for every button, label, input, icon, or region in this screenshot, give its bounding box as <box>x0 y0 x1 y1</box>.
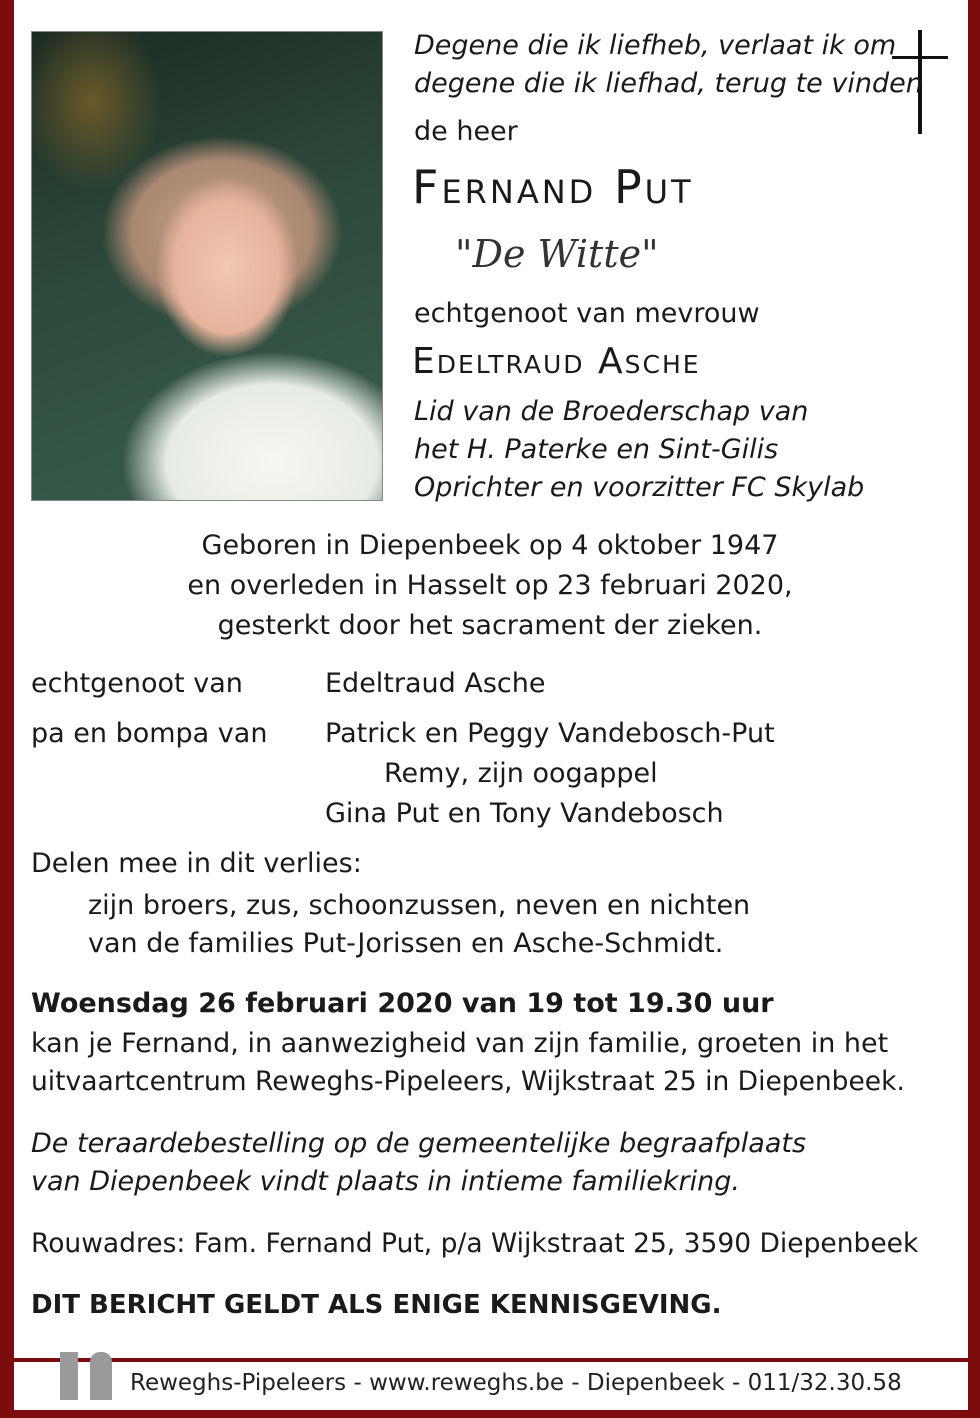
burial-line: De teraardebestelling op de gemeentelijke begraafplaats <box>31 1128 807 1159</box>
visitation-line: uitvaartcentrum Reweghs-Pipeleers, Wijkstraat 25 in Diepenbeek. <box>31 1066 905 1097</box>
visitation-when: Woensdag 26 februari 2020 van 19 tot 19.30 uur <box>31 988 774 1019</box>
life-line: en overleden in Hasselt op 23 februari 2020, <box>187 570 793 601</box>
motto-line: Degene die ik liefheb, verlaat ik om <box>414 30 897 61</box>
membership-line: Lid van de Broederschap van <box>414 396 809 427</box>
right-border <box>968 0 980 1418</box>
spouse-value: Edeltraud Asche <box>325 668 546 699</box>
motto-line: degene die ik liefhad, terug te vinden <box>414 68 923 99</box>
spouse-label: echtgenoot van <box>31 668 243 699</box>
footer-text: Reweghs-Pipeleers - www.reweghs.be - Diepenbeek - 011/32.30.58 <box>130 1370 902 1396</box>
sharing-line: zijn broers, zus, schoonzussen, neven en nichten <box>88 890 751 921</box>
bottom-border <box>14 1410 968 1418</box>
portrait-photo <box>31 31 383 501</box>
address: Rouwadres: Fam. Fernand Put, p/a Wijkstraat 25, 3590 Diepenbeek <box>31 1228 919 1259</box>
burial-line: van Diepenbeek vindt plaats in intieme familiekring. <box>31 1166 740 1197</box>
children-label: pa en bompa van <box>31 718 268 749</box>
spouse-intro: echtgenoot van mevrouw <box>414 298 760 329</box>
child-line: Gina Put en Tony Vandebosch <box>325 798 724 829</box>
cross-icon-bar <box>892 56 948 59</box>
spouse-name: Edeltraud Asche <box>412 341 701 382</box>
notice: DIT BERICHT GELDT ALS ENIGE KENNISGEVING. <box>31 1290 722 1320</box>
deceased-name: Fernand Put <box>412 160 694 214</box>
left-border <box>0 0 14 1418</box>
child-line: Remy, zijn oogappel <box>384 758 658 789</box>
life-line: Geboren in Diepenbeek op 4 oktober 1947 <box>201 530 779 561</box>
child-line: Patrick en Peggy Vandebosch-Put <box>325 718 775 749</box>
title-prefix: de heer <box>414 116 518 147</box>
nickname: "De Witte" <box>455 232 659 276</box>
sharing-intro: Delen mee in dit verlies: <box>31 848 362 879</box>
footer-rule <box>14 1358 968 1362</box>
life-line: gesterkt door het sacrament der zieken. <box>217 610 763 641</box>
visitation-line: kan je Fernand, in aanwezigheid van zijn familie, groeten in het <box>31 1028 889 1059</box>
membership-line: Oprichter en voorzitter FC Skylab <box>414 472 865 503</box>
membership-line: het H. Paterke en Sint-Gilis <box>414 434 779 465</box>
sharing-line: van de families Put-Jorissen en Asche-Schmidt. <box>88 928 724 959</box>
logo-icon <box>60 1352 78 1400</box>
logo-icon-arch <box>90 1352 112 1400</box>
